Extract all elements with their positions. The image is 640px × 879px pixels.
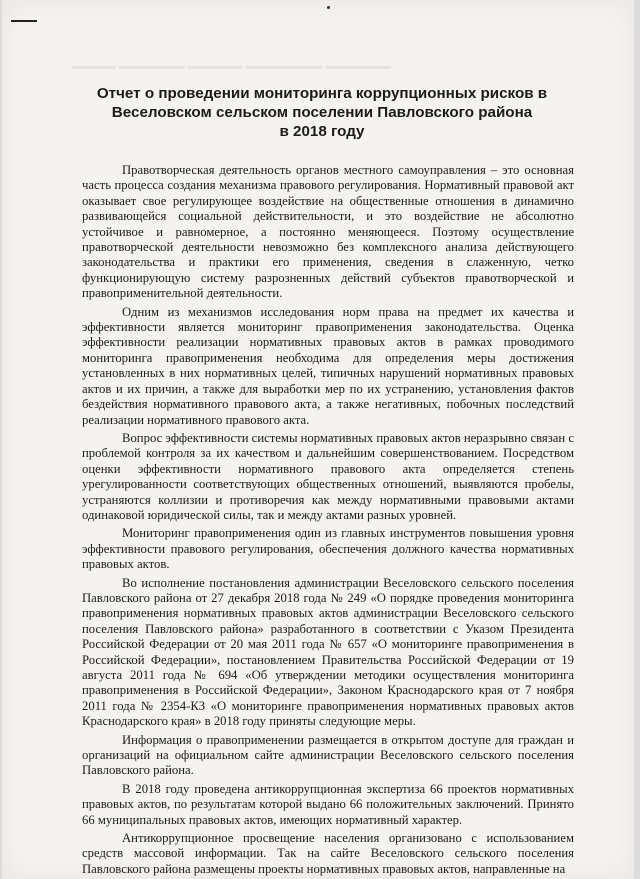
document-title [72, 84, 572, 141]
paragraph-8: Антикоррупционное просвещение населения организовано с использованием средств массовой информации. Так на сайте Веселовского сельского поселения Павловского района размещены проекты нормативных правовых актов, направленные на [82, 831, 574, 876]
scan-mark [11, 20, 37, 22]
paragraph-5: Во исполнение постановления администрации Веселовского сельского поселения Павловского района от 27 декабря 2018 года № 249 «О порядке проведения мониторинга правоприменения нормативных правовых актов администрации Веселовского сельского поселения Павловского района» разработанного в соответствии с Указом Президента Российской Федерации от 20 мая 2011 года № 657 «О мониторинге правоприменения в Российской Федерации», постановлением Правительства Российской Федерации от 19 августа 2011 года № 694 «Об утверждении методики осуществления мониторинга правоприменения в Российской Федерации», Законом Краснодарского края от 7 ноября 2011 года № 2354-КЗ «О мониторинге правоприменения нормативных правовых актов Краснодарского края» в 2018 году приняты следующие меры. [82, 575, 574, 729]
scan-dot [327, 6, 330, 9]
paragraph-3: Вопрос эффективности системы нормативных правовых актов неразрывно связан с проблемой контроля за их качеством и дальнейшим совершенствованием. Посредством оценки эффективности нормативного правового акта определяется степень урегулированности соответствующих общественных отношений, выявляются пробелы, устраняются коллизии и противоречия как между нормативными правовыми актами одинаковой юридической силы, так и между актами разных уровней. [82, 430, 574, 522]
title-line-3: в 2018 году [279, 123, 365, 140]
document-page [2, 0, 634, 879]
title-line-1: Отчет о проведении мониторинга коррупционных рисков в [96, 85, 548, 102]
paragraph-7: В 2018 году проведена антикоррупционная экспертиза 66 проектов нормативных правовых актов, по результатам которой выдано 66 положительных заключений. Принято 66 муниципальных правовых актов, имеющих нормативный характер. [82, 781, 574, 827]
paragraph-4: Мониторинг правоприменения один из главных инструментов повышения уровня эффективности правового регулирования, обеспечения должного качества нормативных правовых актов. [82, 526, 574, 572]
bleed-through-text: ▬▬▬▬ ▬▬▬▬▬▬ ▬▬▬▬▬ ▬▬▬▬▬▬▬ ▬▬▬▬▬▬ [72, 60, 391, 72]
paragraph-1: Правотворческая деятельность органов местного самоуправления – это основная часть процесса создания механизма правового регулирования. Нормативный правовой акт оказывает свое регулирующее воздействие на общественные отношения в динамично развивающейся социальной действительности, и это воздействие не абсолютно устойчивое и равномерное, а постоянно меняющееся. Поэтому осуществление правотворческой деятельности невозможно без комплексного анализа действующего законодательства и практики его применения, сведения в слаженную, четко функционирующую систему разрозненных действий субъектов правотворческой и правоприменительной деятельности. [82, 163, 574, 301]
paragraph-6: Информация о правоприменении размещается в открытом доступе для граждан и организаций на официальном сайте администрации Веселовского сельского поселения Павловского района. [82, 732, 574, 778]
paragraph-2: Одним из механизмов исследования норм права на предмет их качества и эффективности является мониторинг правоприменения законодательства. Оценка эффективности реализации нормативных правовых актов в рамках проводимого мониторинга правоприменения необходима для определения меры достижения установленных в них нормативных целей, типичных нарушений нормативных правовых актов и их причин, а также для выработки мер по их устранению, установления фактов бездействия нормативного правового акта, а также негативных, побочных последствий реализации нормативного правового акта. [82, 304, 574, 427]
title-line-2: Веселовском сельском поселении Павловского района [111, 104, 533, 121]
document-body [82, 163, 574, 879]
